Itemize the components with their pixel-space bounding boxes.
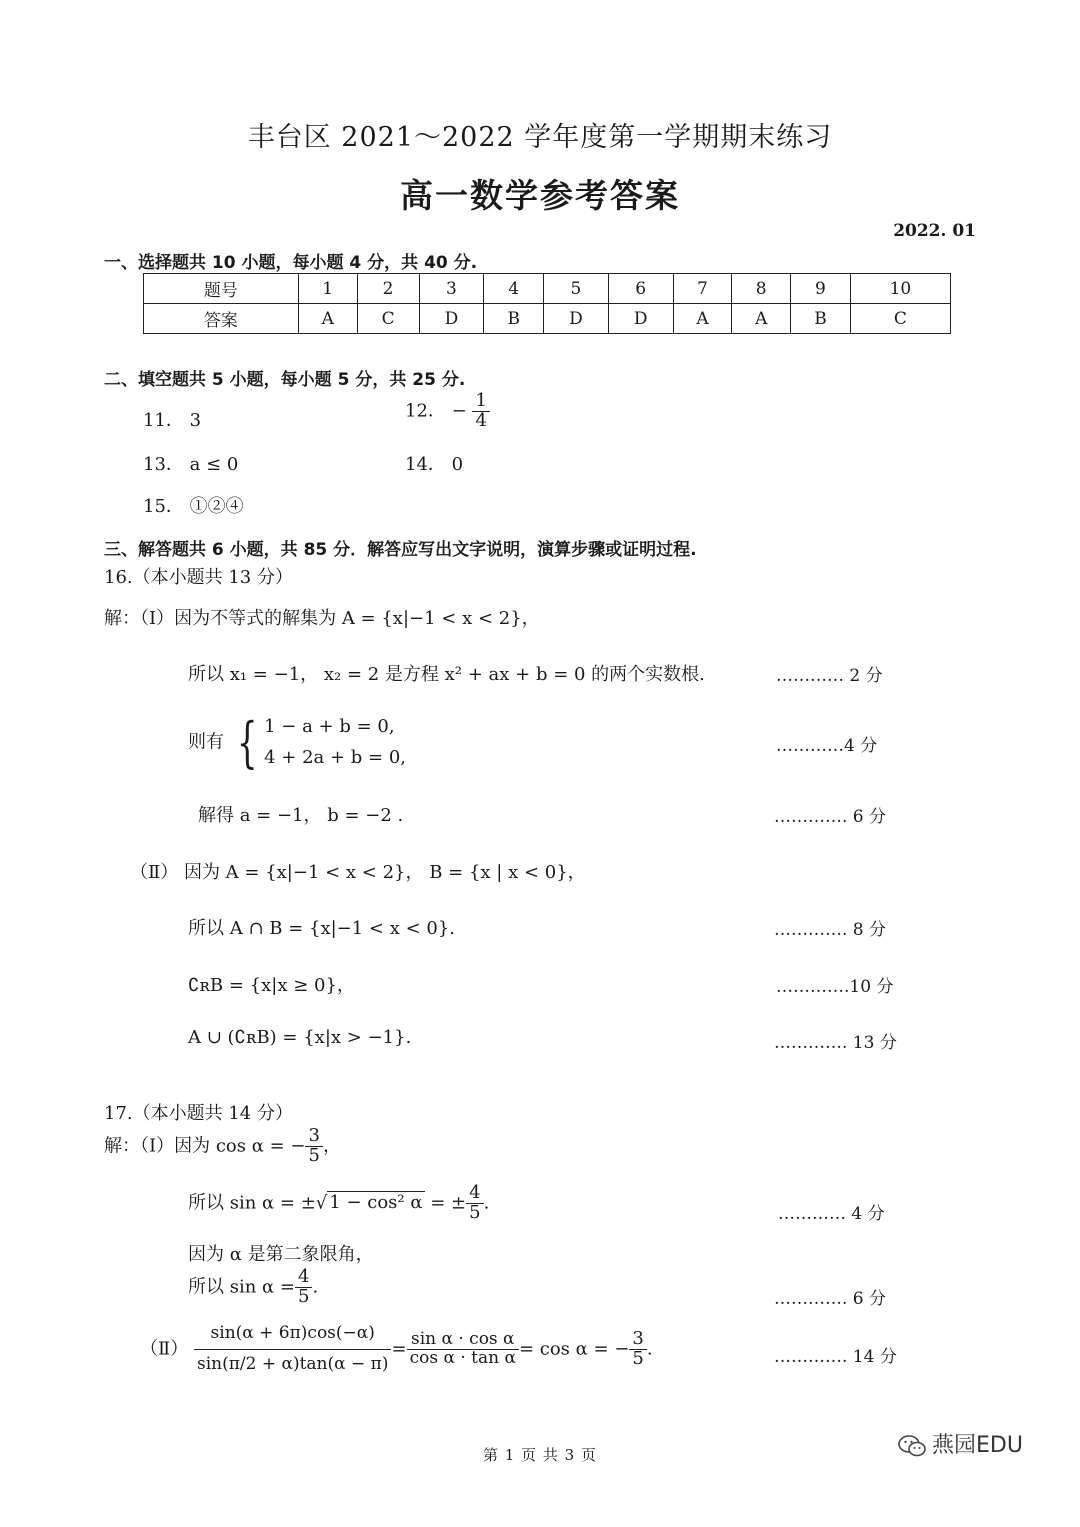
table-cell: A bbox=[298, 304, 357, 334]
q17-line3: 因为 α 是第二象限角， bbox=[188, 1244, 374, 1265]
sqrt-radicand: 1 − cos² α bbox=[329, 1192, 423, 1214]
table-cell: D bbox=[608, 304, 673, 334]
answer-12 bbox=[405, 392, 490, 431]
table-cell: D bbox=[419, 304, 484, 334]
table-cell: 5 bbox=[544, 274, 609, 304]
numerator: 3 bbox=[629, 1330, 646, 1350]
answer-table bbox=[143, 273, 951, 334]
q16-line3 bbox=[188, 712, 406, 773]
q17-title: 17.（本小题共 14 分） bbox=[104, 1103, 293, 1124]
q16-score-8: …………. 8 分 bbox=[774, 920, 887, 940]
q17-line4 bbox=[188, 1268, 318, 1307]
denominator: sin(π/2 + α)tan(α − π) bbox=[196, 1353, 389, 1374]
q16-line3-prefix: 则有 bbox=[188, 731, 224, 753]
q16-line7: ∁ʀB = {x|x ≥ 0}， bbox=[188, 975, 355, 996]
denominator: 5 bbox=[632, 1347, 644, 1369]
watermark-text: 燕园EDU bbox=[932, 1433, 1023, 1458]
q17-line5 bbox=[140, 1325, 653, 1374]
table-cell: B bbox=[791, 304, 851, 334]
table-cell: A bbox=[732, 304, 791, 334]
q16-score-4: …………4 分 bbox=[776, 736, 878, 756]
section1-heading: 一、选择题共 10 小题，每小题 4 分，共 40 分. bbox=[104, 253, 478, 273]
q16-score-2: ………… 2 分 bbox=[776, 666, 883, 686]
wechat-icon bbox=[898, 1435, 926, 1457]
fraction bbox=[466, 1184, 483, 1223]
numerator: sin(α + 6π)cos(−α) bbox=[194, 1325, 392, 1350]
table-cell: 2 bbox=[357, 274, 419, 304]
numerator: sin α · cos α bbox=[407, 1331, 519, 1350]
table-cell: 9 bbox=[791, 274, 851, 304]
answer-11: 11． 3 bbox=[143, 410, 202, 431]
doc-date: 2022. 01 bbox=[893, 221, 976, 241]
answer-12-sign: − bbox=[451, 400, 467, 422]
q17-line1-suffix: ， bbox=[322, 1135, 341, 1157]
q16-line6: 所以 A ∩ B = {x|−1 < x < 0}. bbox=[188, 918, 456, 939]
equation-system bbox=[264, 712, 406, 773]
numerator: 3 bbox=[305, 1127, 322, 1147]
q17-score-14: …………. 14 分 bbox=[774, 1347, 897, 1367]
q17-line1 bbox=[104, 1127, 341, 1166]
equation-2: 4 + 2a + b = 0, bbox=[264, 746, 407, 768]
section2-heading: 二、填空题共 5 小题，每小题 5 分，共 25 分. bbox=[104, 370, 466, 390]
q17-line5-suffix: . bbox=[646, 1338, 653, 1360]
q17-line2-prefix: 所以 sin α = ± bbox=[188, 1192, 316, 1214]
q17-line2-suffix: . bbox=[483, 1192, 490, 1214]
q17-line5-label: （Ⅱ） bbox=[140, 1338, 189, 1360]
fraction-large bbox=[194, 1325, 392, 1374]
table-cell: 4 bbox=[484, 274, 544, 304]
sqrt-symbol: √ bbox=[315, 1192, 328, 1214]
q17-line4-prefix: 所以 sin α = bbox=[188, 1276, 295, 1298]
table-cell: 题号 bbox=[144, 274, 299, 304]
answer-14: 14． 0 bbox=[405, 454, 464, 475]
q17-score-4: ………… 4 分 bbox=[778, 1204, 885, 1224]
numerator: 4 bbox=[466, 1184, 483, 1204]
denominator: 5 bbox=[469, 1201, 481, 1223]
table-cell: 8 bbox=[732, 274, 791, 304]
q17-line5-tail: = cos α = − bbox=[518, 1338, 630, 1360]
table-cell: C bbox=[850, 304, 950, 334]
denominator: 4 bbox=[475, 409, 487, 431]
page-number: 第 1 页 共 3 页 bbox=[483, 1446, 597, 1464]
table-cell: D bbox=[544, 304, 609, 334]
q16-line8: A ∪ (∁ʀB) = {x|x > −1}. bbox=[188, 1027, 412, 1048]
doc-subtitle: 高一数学参考答案 bbox=[400, 176, 680, 215]
table-cell: B bbox=[484, 304, 544, 334]
table-cell: C bbox=[357, 304, 419, 334]
fraction bbox=[629, 1327, 646, 1369]
q16-score-10: ………….10 分 bbox=[776, 977, 894, 997]
q16-line4: 解得 a = −1， b = −2 . bbox=[198, 805, 404, 826]
section3-heading: 三、解答题共 6 小题，共 85 分．解答应写出文字说明，演算步骤或证明过程. bbox=[104, 540, 697, 560]
doc-title: 丰台区 2021～2022 学年度第一学期期末练习 bbox=[247, 122, 833, 153]
equation-1: 1 − a + b = 0, bbox=[264, 716, 395, 737]
q16-line5: （Ⅱ） 因为 A = {x|−1 < x < 2}， B = {x | x < 0}， bbox=[130, 862, 586, 883]
table-cell: 3 bbox=[419, 274, 484, 304]
fraction bbox=[295, 1268, 312, 1307]
q17-line2 bbox=[188, 1184, 489, 1223]
q16-title: 16.（本小题共 13 分） bbox=[104, 567, 293, 588]
fraction bbox=[305, 1127, 322, 1166]
equals-sign: = bbox=[391, 1338, 407, 1360]
q16-line1: 解：（Ⅰ）因为不等式的解集为 A = {x|−1 < x < 2}， bbox=[104, 608, 540, 629]
answer-15: 15． ①②④ bbox=[143, 496, 244, 517]
q16-score-13: …………. 13 分 bbox=[774, 1033, 897, 1053]
answer-12-fraction bbox=[472, 392, 489, 431]
table-cell: 7 bbox=[673, 274, 732, 304]
denominator: 5 bbox=[308, 1144, 320, 1166]
denominator: 5 bbox=[298, 1285, 310, 1307]
answer-13: 13． a ≤ 0 bbox=[143, 454, 239, 475]
numerator: 1 bbox=[472, 392, 489, 412]
table-cell: 答案 bbox=[144, 304, 299, 334]
table-row-answers bbox=[144, 304, 951, 334]
q17-line4-suffix: . bbox=[312, 1276, 319, 1298]
watermark bbox=[898, 1428, 1023, 1459]
denominator: cos α · tan α bbox=[409, 1347, 516, 1368]
q17-score-6: …………. 6 分 bbox=[774, 1289, 887, 1309]
numerator: 4 bbox=[295, 1268, 312, 1288]
q16-line2: 所以 x₁ = −1， x₂ = 2 是方程 x² + ax + b = 0 的两个实数根. bbox=[188, 664, 705, 685]
q16-score-6: …………. 6 分 bbox=[774, 807, 887, 827]
table-cell: 6 bbox=[608, 274, 673, 304]
q17-line1-prefix: 解：（Ⅰ）因为 cos α = − bbox=[104, 1135, 306, 1157]
table-row-numbers bbox=[144, 274, 951, 304]
brace-symbol: { bbox=[236, 710, 258, 774]
fraction-mid bbox=[407, 1331, 519, 1368]
answer-12-label: 12． bbox=[405, 400, 446, 422]
q17-line2-mid: = ± bbox=[424, 1192, 467, 1214]
table-cell: A bbox=[673, 304, 732, 334]
table-cell: 10 bbox=[850, 274, 950, 304]
table-cell: 1 bbox=[298, 274, 357, 304]
